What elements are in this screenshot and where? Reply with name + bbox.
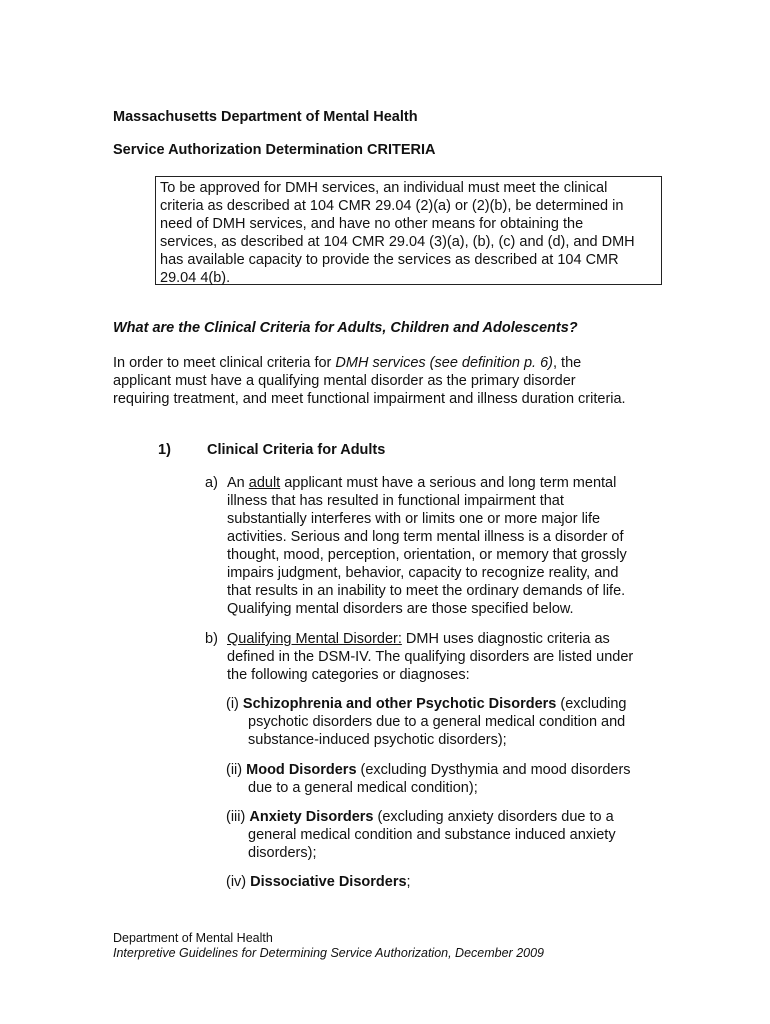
- question-heading: What are the Clinical Criteria for Adults, Children and Adolescents?: [113, 320, 578, 336]
- subitem-line: [226, 761, 666, 779]
- item-body: [227, 630, 660, 684]
- box-line: need of DMH services, and have no other means for obtaining the: [160, 216, 584, 232]
- section-title: Clinical Criteria for Adults: [207, 442, 386, 458]
- item-label: b): [205, 631, 218, 647]
- disorder-category: Anxiety Disorders: [249, 809, 374, 825]
- subitem-text: (excluding: [556, 696, 627, 712]
- subitem-line: psychotic disorders due to a general medical condition and: [248, 714, 626, 730]
- section-number: 1): [158, 442, 171, 458]
- subitem-text: (excluding Dysthymia and mood disorders: [356, 762, 631, 778]
- intro-text: In order to meet clinical criteria for: [113, 355, 336, 371]
- footer-document-title: Interpretive Guidelines for Determining Service Authorization, December 2009: [113, 946, 544, 960]
- box-line: has available capacity to provide the services as described at 104 CMR: [160, 252, 619, 268]
- item-line: the following categories or diagnoses:: [227, 667, 470, 683]
- intro-text: , the: [553, 355, 582, 371]
- item-line: defined in the DSM-IV. The qualifying disorders are listed under: [227, 649, 634, 665]
- box-line: criteria as described at 104 CMR 29.04 (2)(a) or (2)(b), be determined in: [160, 198, 624, 214]
- subitem-numeral: (iii): [226, 809, 250, 825]
- subitem-text: ;: [406, 874, 411, 890]
- box-line: To be approved for DMH services, an individual must meet the clinical: [160, 180, 608, 196]
- item-line: activities. Serious and long term mental illness is a disorder of: [227, 529, 624, 545]
- item-body: [227, 474, 660, 618]
- item-line: thought, mood, perception, orientation, or memory that grossly: [227, 547, 627, 563]
- document-title: Service Authorization Determination CRITERIA: [113, 142, 436, 158]
- item-text: applicant must have a serious and long term mental: [280, 475, 617, 491]
- subitem-numeral: (i): [226, 696, 243, 712]
- adult-term: adult: [248, 475, 281, 491]
- item-line: that results in an inability to meet the ordinary demands of life.: [227, 583, 626, 599]
- item-line: Qualifying mental disorders are those specified below.: [227, 601, 574, 617]
- item-line: [227, 630, 660, 648]
- subitem-line: [226, 873, 666, 891]
- subitem-line: due to a general medical condition);: [248, 780, 478, 796]
- subitem-line: disorders);: [248, 845, 317, 861]
- list-item-b: [205, 630, 660, 684]
- item-line: substantially interferes with or limits one or more major life: [227, 511, 601, 527]
- subitem-numeral: (ii): [226, 762, 247, 778]
- subitem-line: [226, 808, 666, 826]
- item-text: DMH uses diagnostic criteria as: [401, 631, 610, 647]
- subitem-mood: [226, 761, 666, 797]
- item-line: [227, 474, 660, 492]
- organization-title: Massachusetts Department of Mental Health: [113, 109, 418, 125]
- item-line: illness that has resulted in functional impairment that: [227, 493, 564, 509]
- list-item-a: [205, 474, 660, 618]
- box-line: services, as described at 104 CMR 29.04 (3)(a), (b), (c) and (d), and DMH: [160, 234, 635, 250]
- subitem-line: [226, 695, 666, 713]
- dmh-services-reference: DMH services (see definition p. 6): [335, 355, 553, 371]
- qualifying-disorder-term: Qualifying Mental Disorder:: [227, 631, 402, 647]
- subitem-dissociative: [226, 873, 666, 891]
- item-text: An: [227, 475, 249, 491]
- intro-line: applicant must have a qualifying mental disorder as the primary disorder: [113, 373, 576, 389]
- footer-organization: Department of Mental Health: [113, 931, 273, 945]
- subitem-schizophrenia: [226, 695, 666, 749]
- intro-line: [113, 354, 658, 372]
- subitem-line: general medical condition and substance induced anxiety: [248, 827, 616, 843]
- disorder-category: Dissociative Disorders: [250, 874, 407, 890]
- subitem-line: substance-induced psychotic disorders);: [248, 732, 507, 748]
- box-line: 29.04 4(b).: [160, 270, 231, 286]
- item-line: impairs judgment, behavior, capacity to recognize reality, and: [227, 565, 619, 581]
- subitem-anxiety: [226, 808, 666, 862]
- subitem-numeral: (iv): [226, 874, 251, 890]
- subitem-text: (excluding anxiety disorders due to a: [373, 809, 614, 825]
- intro-line: requiring treatment, and meet functional impairment and illness duration criteria.: [113, 391, 626, 407]
- criteria-box: [155, 176, 662, 285]
- intro-paragraph: [113, 354, 658, 408]
- disorder-category: Mood Disorders: [246, 762, 357, 778]
- disorder-category: Schizophrenia and other Psychotic Disorders: [242, 696, 557, 712]
- item-label: a): [205, 475, 218, 491]
